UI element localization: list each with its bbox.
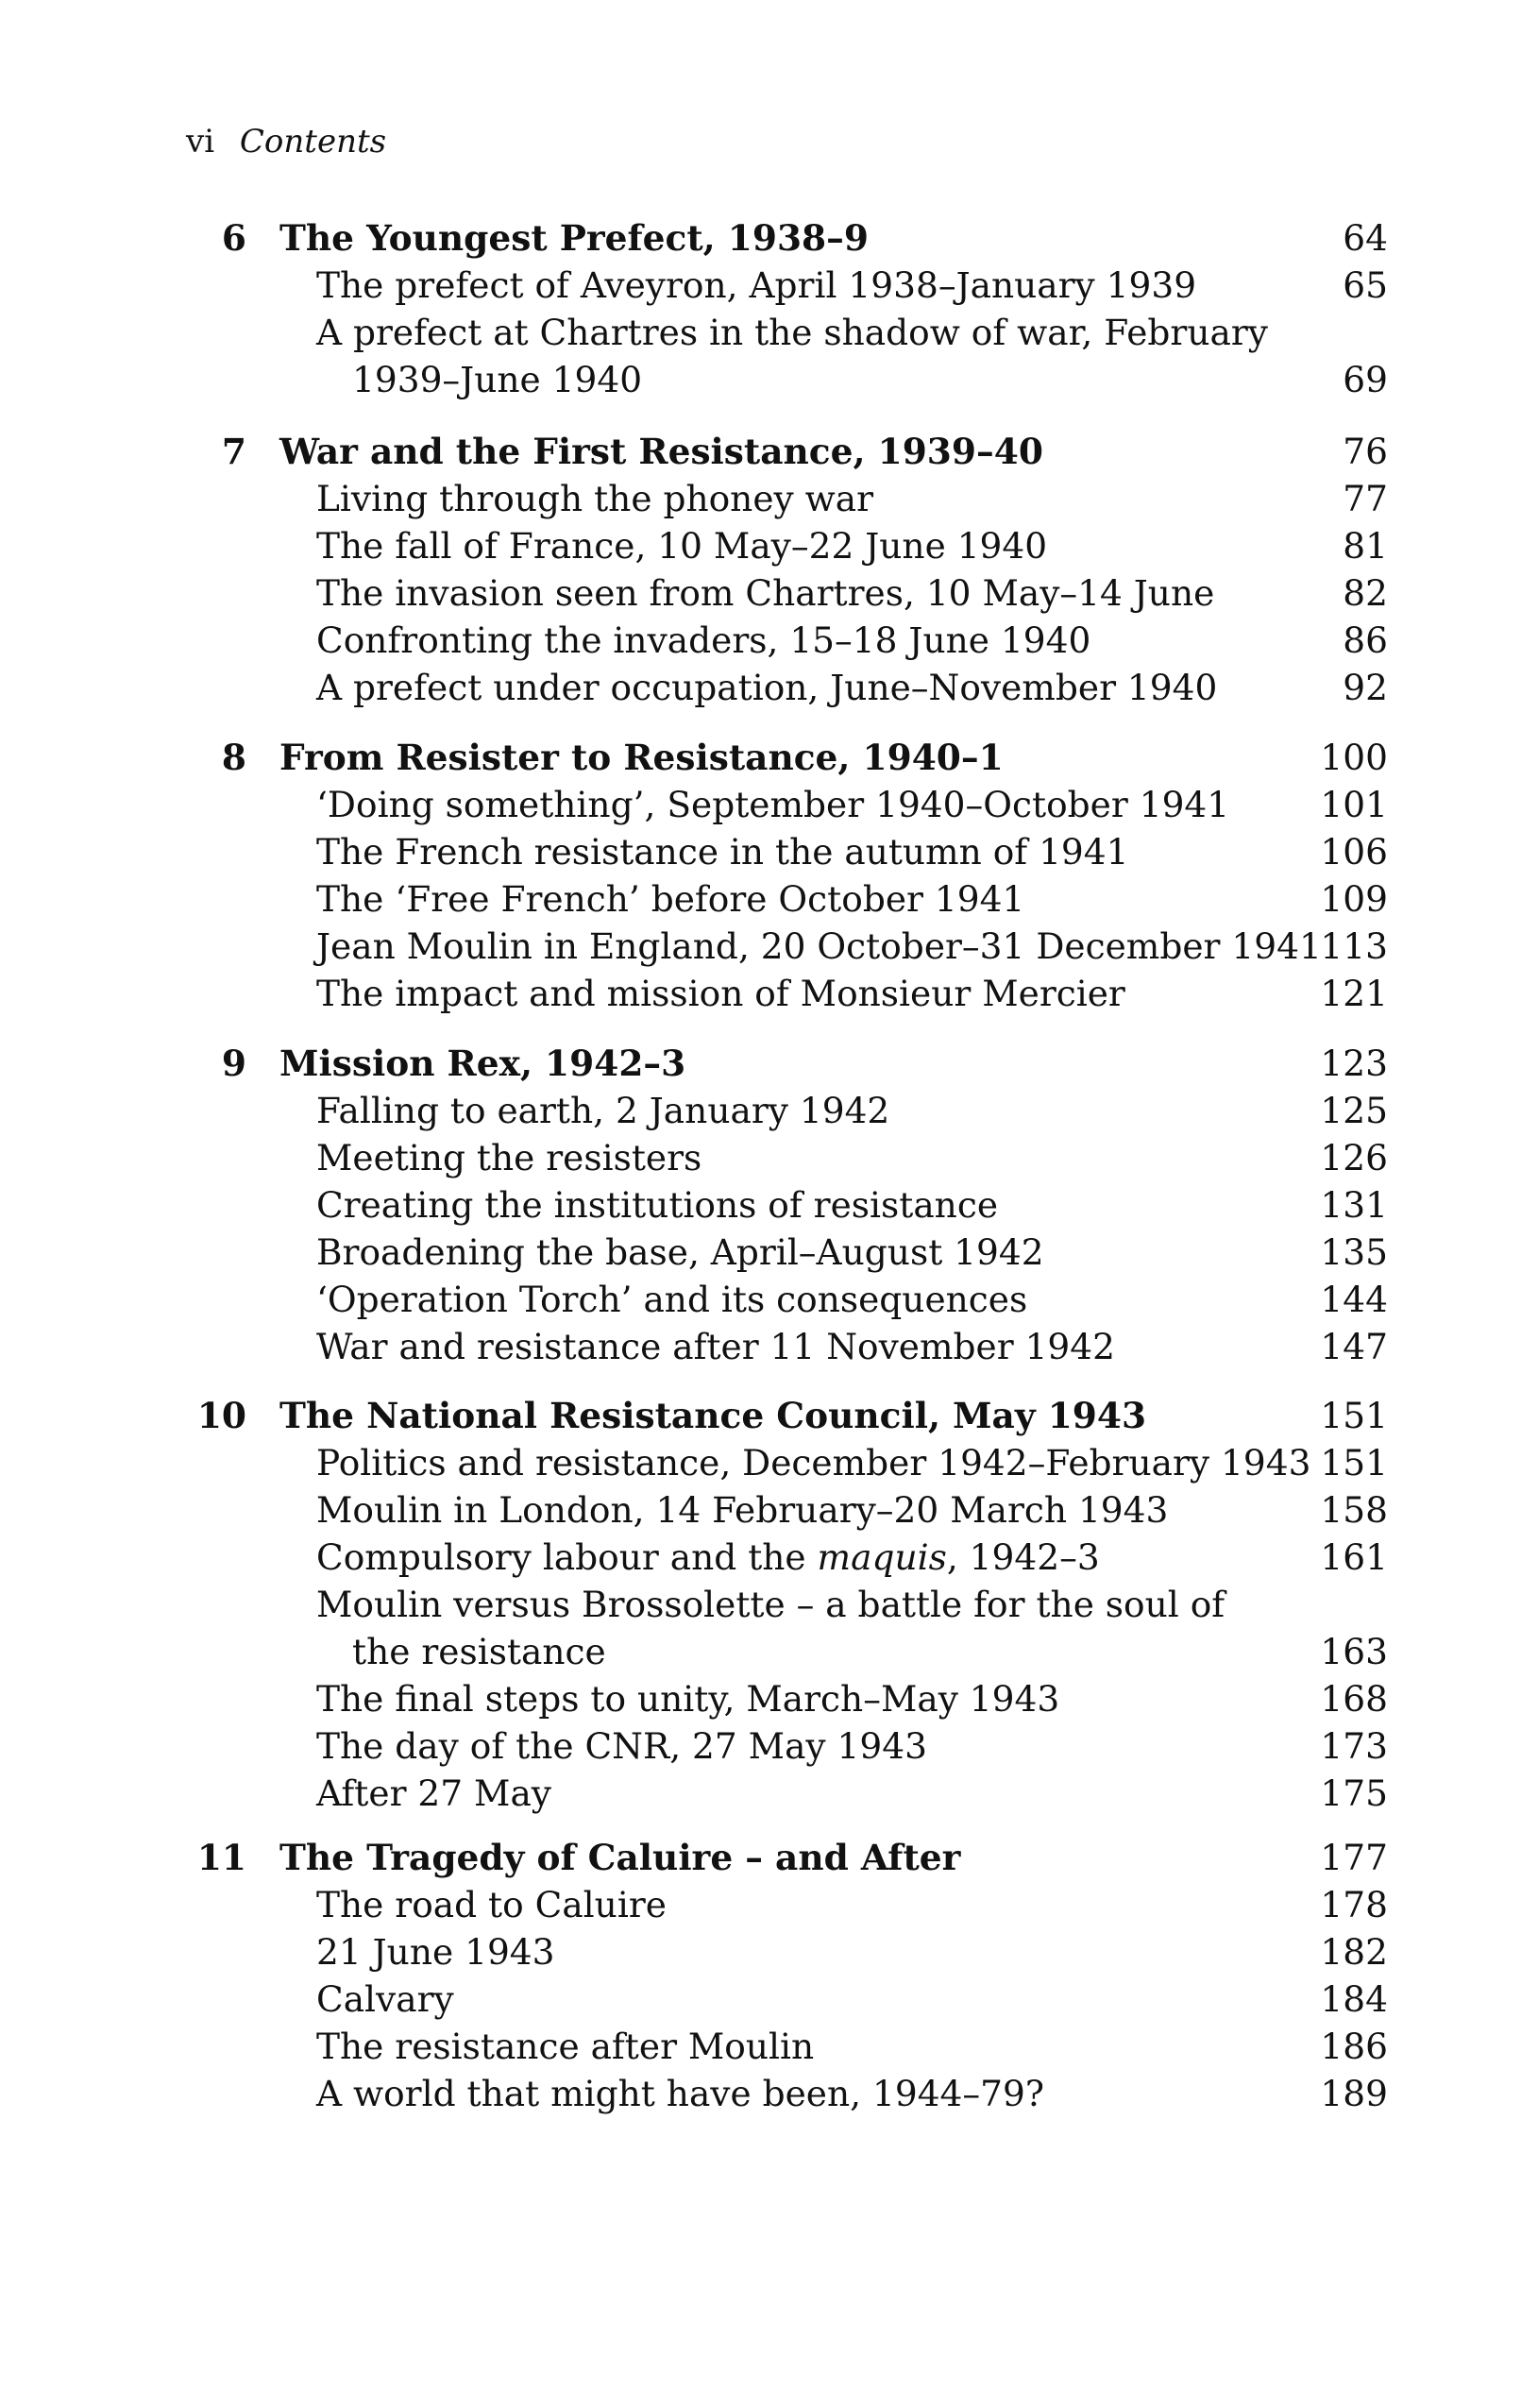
chapter-heading-line [0, 1834, 1538, 1881]
section-page-number: 189 [1320, 2073, 1388, 2114]
section-title: 1939–June 1940 [352, 359, 643, 400]
section-entry-line [0, 1134, 1538, 1181]
section-entry-line [0, 1181, 1538, 1229]
section-page-number: 178 [1320, 1884, 1388, 1925]
section-entry-line [0, 781, 1538, 828]
section-page-number: 113 [1320, 925, 1388, 967]
section-entry-line [0, 2023, 1538, 2070]
section-page-number: 173 [1320, 1725, 1388, 1767]
section-title: 21 June 1943 [316, 1931, 555, 1973]
section-title: The road to Caluire [316, 1884, 667, 1925]
section-entry-line [0, 1439, 1538, 1486]
section-page-number: 106 [1320, 831, 1388, 873]
section-entry-line [0, 1928, 1538, 1976]
section-page-number: 147 [1320, 1326, 1388, 1367]
section-title: A prefect at Chartres in the shadow of war, February [316, 312, 1268, 353]
section-title: The resistance after Moulin [316, 2026, 815, 2067]
toc-chapter [0, 1392, 1538, 1817]
toc-chapter [0, 734, 1538, 1017]
section-entry-line [0, 1323, 1538, 1370]
section-title: The prefect of Aveyron, April 1938–January 1939 [316, 264, 1197, 306]
section-entry-line [0, 262, 1538, 309]
section-page-number: 81 [1343, 525, 1388, 567]
section-entry-line [0, 522, 1538, 569]
section-entry-line [0, 1087, 1538, 1134]
section-title: Calvary [316, 1978, 454, 2020]
section-page-number: 125 [1320, 1090, 1388, 1131]
chapter-heading-line [0, 1392, 1538, 1439]
chapter-title: The National Resistance Council, May 1943 [279, 1395, 1147, 1436]
section-page-number: 182 [1320, 1931, 1388, 1973]
section-entry-line [0, 1881, 1538, 1928]
section-title: Creating the institutions of resistance [316, 1184, 999, 1226]
section-entry-line [0, 1722, 1538, 1770]
chapter-page-number: 100 [1320, 737, 1388, 778]
section-title: The final steps to unity, March–May 1943 [316, 1678, 1060, 1720]
section-title: The French resistance in the autumn of 1941 [316, 831, 1129, 873]
section-page-number: 86 [1343, 619, 1388, 661]
section-entry-line [0, 2070, 1538, 2117]
section-entry-line [0, 1276, 1538, 1323]
chapter-title: From Resister to Resistance, 1940–1 [279, 737, 1004, 778]
section-entry-line [0, 923, 1538, 970]
section-title: the resistance [352, 1631, 606, 1672]
folio-number: vi [186, 123, 215, 161]
section-page-number: 151 [1320, 1442, 1388, 1484]
section-page-number: 186 [1320, 2026, 1388, 2067]
section-entry-line [0, 309, 1538, 356]
section-entry-line [0, 1628, 1538, 1675]
section-page-number: 184 [1320, 1978, 1388, 2020]
section-page-number: 135 [1320, 1231, 1388, 1273]
section-page-number: 69 [1343, 359, 1388, 400]
section-entry-line [0, 475, 1538, 522]
section-title: The impact and mission of Monsieur Mercier [316, 973, 1125, 1014]
chapter-title: War and the First Resistance, 1939–40 [279, 431, 1043, 472]
section-page-number: 126 [1320, 1137, 1388, 1179]
chapter-page-number: 123 [1320, 1043, 1388, 1084]
section-title: ‘Doing something’, September 1940–October 1941 [316, 784, 1230, 825]
section-page-number: 109 [1320, 878, 1388, 920]
italic-term: maquis [817, 1536, 947, 1578]
chapter-number: 11 [196, 1837, 246, 1878]
section-entry-line [0, 1581, 1538, 1628]
section-entry-line [0, 569, 1538, 617]
chapter-heading-line [0, 214, 1538, 262]
section-title: Moulin versus Brossolette – a battle for the soul of [316, 1584, 1225, 1625]
section-page-number: 77 [1343, 478, 1388, 519]
chapter-title: The Tragedy of Caluire – and After [279, 1837, 961, 1878]
chapter-page-number: 76 [1343, 431, 1388, 472]
section-page-number: 101 [1320, 784, 1388, 825]
chapter-heading-line [0, 1040, 1538, 1087]
section-title: A prefect under occupation, June–November 1940 [316, 667, 1218, 708]
chapter-number: 6 [221, 217, 246, 259]
section-entry-line [0, 1486, 1538, 1534]
section-title: The ‘Free French’ before October 1941 [316, 878, 1025, 920]
section-page-number: 82 [1343, 572, 1388, 614]
chapter-title: The Youngest Prefect, 1938–9 [279, 217, 869, 259]
section-entry-line [0, 875, 1538, 923]
chapter-title: Mission Rex, 1942–3 [279, 1043, 686, 1084]
section-title: Politics and resistance, December 1942–February 1943 [316, 1442, 1311, 1484]
section-title: Meeting the resisters [316, 1137, 702, 1179]
section-title: The fall of France, 10 May–22 June 1940 [316, 525, 1048, 567]
chapter-heading-line [0, 428, 1538, 475]
section-title: The day of the CNR, 27 May 1943 [316, 1725, 927, 1767]
section-page-number: 158 [1320, 1489, 1388, 1531]
section-title: ‘Operation Torch’ and its consequences [316, 1279, 1028, 1320]
section-entry-line [0, 1229, 1538, 1276]
toc-chapter [0, 428, 1538, 711]
section-entry-line [0, 1770, 1538, 1817]
chapter-page-number: 151 [1320, 1395, 1388, 1436]
section-page-number: 168 [1320, 1678, 1388, 1720]
section-title: Moulin in London, 14 February–20 March 1943 [316, 1489, 1169, 1531]
section-title: Compulsory labour and the maquis, 1942–3 [316, 1536, 1100, 1578]
section-page-number: 92 [1343, 667, 1388, 708]
section-title: Confronting the invaders, 15–18 June 1940 [316, 619, 1091, 661]
toc-chapter [0, 214, 1538, 403]
section-page-number: 161 [1320, 1536, 1388, 1578]
section-page-number: 131 [1320, 1184, 1388, 1226]
section-page-number: 175 [1320, 1772, 1388, 1814]
section-entry-line [0, 1675, 1538, 1722]
section-entry-line [0, 617, 1538, 664]
section-entry-line [0, 1976, 1538, 2023]
section-title: Jean Moulin in England, 20 October–31 December 1941 [316, 925, 1322, 967]
section-title: Living through the phoney war [316, 478, 874, 519]
section-title: After 27 May [316, 1772, 551, 1814]
section-entry-line [0, 356, 1538, 403]
section-entry-line [0, 1534, 1538, 1581]
toc-chapter [0, 1834, 1538, 2117]
chapter-number: 10 [196, 1395, 246, 1436]
section-title: Broadening the base, April–August 1942 [316, 1231, 1044, 1273]
section-entry-line [0, 970, 1538, 1017]
section-title: A world that might have been, 1944–79? [316, 2073, 1044, 2114]
section-page-number: 65 [1343, 264, 1388, 306]
section-title: War and resistance after 11 November 1942 [316, 1326, 1116, 1367]
section-entry-line [0, 664, 1538, 711]
section-page-number: 163 [1320, 1631, 1388, 1672]
section-title: Falling to earth, 2 January 1942 [316, 1090, 890, 1131]
section-page-number: 144 [1320, 1279, 1388, 1320]
section-entry-line [0, 828, 1538, 875]
running-head-title: Contents [239, 123, 387, 161]
chapter-number: 9 [221, 1043, 246, 1084]
chapter-number: 7 [221, 431, 246, 472]
section-page-number: 121 [1320, 973, 1388, 1014]
chapter-page-number: 177 [1320, 1837, 1388, 1878]
chapter-page-number: 64 [1343, 217, 1388, 259]
chapter-number: 8 [221, 737, 246, 778]
chapter-heading-line [0, 734, 1538, 781]
toc-chapter [0, 1040, 1538, 1370]
section-title: The invasion seen from Chartres, 10 May–14 June [316, 572, 1215, 614]
running-head [186, 121, 386, 162]
